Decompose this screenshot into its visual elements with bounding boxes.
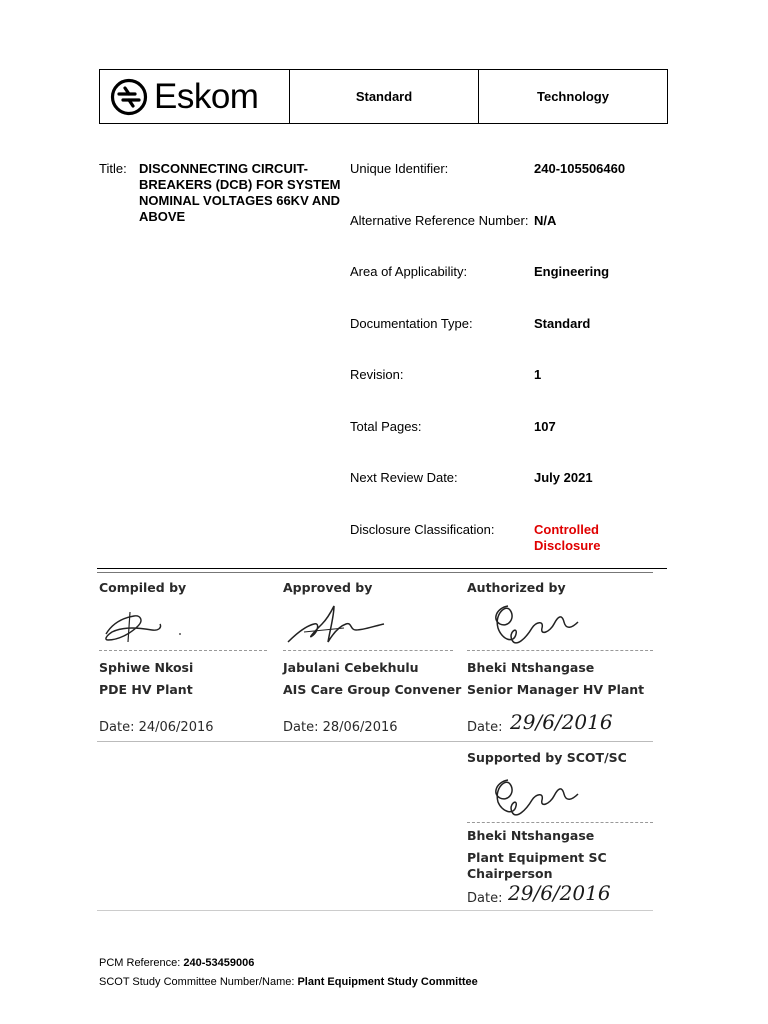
field-value-alt-reference: N/A bbox=[534, 213, 557, 228]
supported-role-line: Chairperson bbox=[467, 866, 553, 881]
field-value-next-review: July 2021 bbox=[534, 470, 593, 485]
field-label-unique-identifier: Unique Identifier: bbox=[350, 161, 449, 176]
eskom-logo bbox=[100, 70, 290, 123]
approved-by-heading: Approved by bbox=[283, 580, 373, 595]
title-line: ABOVE bbox=[139, 209, 186, 224]
signature-line bbox=[467, 650, 653, 651]
scot-committee-label: SCOT Study Committee Number/Name: bbox=[99, 976, 298, 988]
supported-signature bbox=[486, 772, 582, 822]
title-line: NOMINAL VOLTAGES 66KV AND bbox=[139, 193, 341, 208]
field-value-disclosure bbox=[534, 522, 600, 554]
divider bbox=[97, 568, 667, 569]
disclosure-line: Controlled bbox=[534, 522, 599, 537]
field-label-total-pages: Total Pages: bbox=[350, 419, 422, 434]
supported-name: Bheki Ntshangase bbox=[467, 828, 595, 843]
header-table bbox=[99, 69, 668, 124]
scan-divider bbox=[97, 572, 653, 573]
authorized-date-label: Date: bbox=[467, 720, 503, 735]
eskom-emblem-icon bbox=[110, 78, 148, 116]
disclosure-line: Disclosure bbox=[534, 538, 601, 553]
pcm-reference bbox=[99, 956, 254, 970]
scot-committee bbox=[99, 975, 478, 989]
compiled-date: Date: 24/06/2016 bbox=[99, 720, 214, 735]
supported-date-handwritten: 29/6/2016 bbox=[508, 881, 611, 905]
field-value-revision: 1 bbox=[534, 367, 542, 382]
supported-by-heading: Supported by SCOT/SC bbox=[467, 750, 627, 765]
title-label: Title: bbox=[99, 161, 127, 176]
section-divider bbox=[97, 741, 653, 742]
logo-text: Eskom bbox=[154, 77, 259, 116]
authorized-signature bbox=[486, 598, 582, 652]
field-label-disclosure: Disclosure Classification: bbox=[350, 522, 495, 537]
scot-committee-value: Plant Equipment Study Committee bbox=[297, 976, 478, 988]
field-label-doc-type: Documentation Type: bbox=[350, 316, 473, 331]
approved-role: AIS Care Group Convener bbox=[283, 682, 462, 697]
authorized-date-handwritten: 29/6/2016 bbox=[510, 710, 613, 734]
field-value-area: Engineering bbox=[534, 264, 610, 279]
title-line: DISCONNECTING CIRCUIT- bbox=[139, 161, 308, 176]
compiled-signature bbox=[100, 606, 190, 648]
field-value-doc-type: Standard bbox=[534, 316, 591, 331]
field-label-revision: Revision: bbox=[350, 367, 404, 382]
scan-bottom-edge bbox=[97, 910, 653, 911]
field-value-total-pages: 107 bbox=[534, 419, 556, 434]
supported-date-label: Date: bbox=[467, 891, 503, 906]
document-title bbox=[139, 161, 341, 225]
header-standard: Standard bbox=[290, 70, 479, 123]
field-label-area: Area of Applicability: bbox=[350, 264, 468, 279]
header-technology: Technology bbox=[537, 89, 609, 104]
supported-role-line: Plant Equipment SC bbox=[467, 850, 607, 865]
field-label-next-review: Next Review Date: bbox=[350, 470, 458, 485]
pcm-reference-value: 240-53459006 bbox=[183, 957, 255, 969]
signature-line bbox=[283, 650, 453, 651]
pcm-reference-label: PCM Reference: bbox=[99, 957, 184, 969]
approved-name: Jabulani Cebekhulu bbox=[283, 660, 419, 675]
title-line: BREAKERS (DCB) FOR SYSTEM bbox=[139, 177, 341, 192]
compiled-by-heading: Compiled by bbox=[99, 580, 187, 595]
authorized-by-heading: Authorized by bbox=[467, 580, 566, 595]
field-value-unique-identifier: 240-105506460 bbox=[534, 161, 626, 176]
authorized-role: Senior Manager HV Plant bbox=[467, 682, 645, 697]
compiled-role: PDE HV Plant bbox=[99, 682, 193, 697]
supported-role bbox=[467, 850, 607, 882]
field-label-alt-reference: Alternative Reference Number: bbox=[350, 213, 529, 228]
signature-line bbox=[99, 650, 267, 651]
approved-signature bbox=[284, 602, 394, 650]
signature-line bbox=[467, 822, 653, 823]
compiled-name: Sphiwe Nkosi bbox=[99, 660, 194, 675]
authorized-name: Bheki Ntshangase bbox=[467, 660, 595, 675]
approved-date: Date: 28/06/2016 bbox=[283, 720, 398, 735]
